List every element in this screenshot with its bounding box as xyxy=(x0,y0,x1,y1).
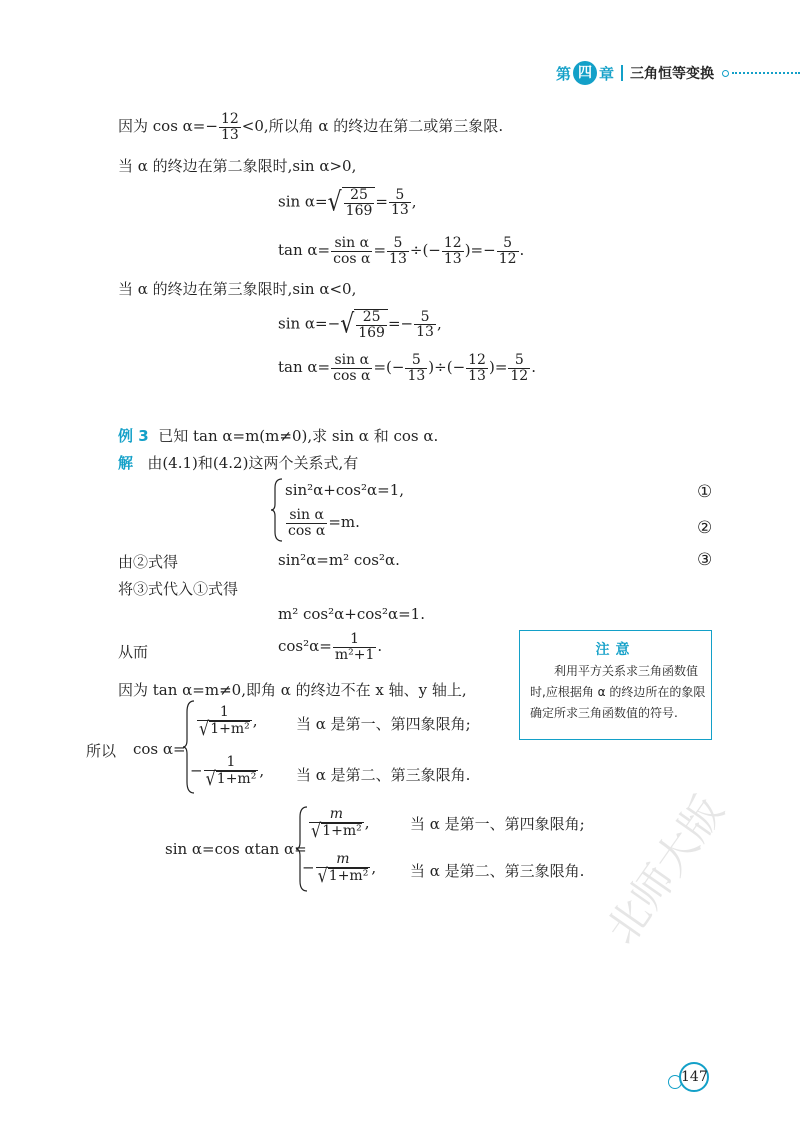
fraction xyxy=(204,754,259,790)
numerator: 5 xyxy=(395,186,405,203)
numerator: 5 xyxy=(420,308,430,325)
text: =m. xyxy=(328,513,360,532)
fraction xyxy=(356,310,387,340)
denominator: 13 xyxy=(389,250,407,267)
text: , xyxy=(371,858,377,877)
sqrt xyxy=(205,766,257,790)
fraction xyxy=(497,236,519,266)
example-label: 例 3 xyxy=(118,427,149,445)
denominator: cos α xyxy=(333,367,371,384)
numerator: 5 xyxy=(514,352,524,368)
numerator: sin α xyxy=(289,507,324,523)
text: )÷(− xyxy=(428,358,466,377)
fraction xyxy=(344,188,375,218)
text: = xyxy=(373,241,387,260)
note-body: 利用平方关系求三角函数值时,应根据角 α 的终边所在的象限确定所求三角函数值的符号. xyxy=(530,664,706,720)
text: , xyxy=(259,761,265,780)
note-title: 注意 xyxy=(595,642,636,658)
numerator: 25 xyxy=(362,309,381,325)
numerator: 12 xyxy=(220,111,239,127)
numerator: 5 xyxy=(393,235,403,251)
line-quadrant-three: 当 α 的终边在第三象限时,sin α<0, xyxy=(118,280,357,298)
text: )=− xyxy=(464,241,496,260)
sqrt xyxy=(328,187,376,218)
denominator: 13 xyxy=(416,324,434,341)
text: sin α= xyxy=(278,192,328,211)
eq3: sin²α=m² cos²α. xyxy=(278,551,400,569)
fraction xyxy=(286,508,327,538)
system-eq1: sin²α+cos²α=1, xyxy=(285,481,405,499)
text: , xyxy=(411,192,417,211)
radical-icon: √ xyxy=(340,309,355,340)
eq5 xyxy=(278,632,382,662)
denominator xyxy=(197,716,252,740)
line-cos-value xyxy=(118,112,503,142)
chapter-title: 三角恒等变换 xyxy=(630,66,714,82)
eq-tan-q3 xyxy=(278,353,536,383)
fraction xyxy=(333,632,377,662)
numerator: 1 xyxy=(226,754,236,770)
denominator: 169 xyxy=(345,202,373,219)
fraction xyxy=(331,353,372,383)
denominator: 13 xyxy=(468,367,486,384)
radical-icon: √ xyxy=(327,187,342,218)
fraction xyxy=(466,353,488,383)
note-box xyxy=(519,630,712,740)
system-eq2 xyxy=(285,508,360,538)
eq4: m² cos²α+cos²α=1. xyxy=(278,605,425,623)
text: , xyxy=(364,813,370,832)
cos-lhs: cos α= xyxy=(133,740,186,758)
system-brace-icon xyxy=(270,478,284,542)
line-quadrant-two: 当 α 的终边在第二象限时,sin α>0, xyxy=(118,157,357,175)
fraction xyxy=(331,236,372,266)
eq-number-3: ③ xyxy=(697,550,713,570)
sqrt xyxy=(340,309,388,340)
radicand xyxy=(354,309,388,340)
solution-label: 解 xyxy=(118,454,134,472)
fraction xyxy=(405,353,427,383)
eq-sin-q2 xyxy=(278,187,417,218)
denominator: cos α xyxy=(288,522,326,539)
denominator: m²+1 xyxy=(334,646,375,663)
text: . xyxy=(531,358,536,377)
cos-case-1-cond: 当 α 是第一、第四象限角; xyxy=(296,715,471,733)
thus-label: 从而 xyxy=(118,643,149,661)
text: =(− xyxy=(373,358,405,377)
denominator xyxy=(316,863,371,887)
sqrt xyxy=(199,716,250,740)
fraction xyxy=(414,310,436,340)
cos-case-2-cond: 当 α 是第二、第三象限角. xyxy=(296,766,471,784)
chapter-header xyxy=(556,60,800,86)
text: sin α=− xyxy=(278,314,341,333)
chapter-zhang: 章 xyxy=(598,64,614,83)
text: , xyxy=(252,711,258,730)
denominator xyxy=(309,818,364,842)
radical-icon: √ xyxy=(205,766,216,790)
text: =− xyxy=(387,314,414,333)
numerator: 12 xyxy=(468,352,486,368)
radicand: 1+m² xyxy=(216,771,257,788)
fraction xyxy=(316,851,371,887)
sqrt xyxy=(317,863,369,887)
fraction xyxy=(442,236,464,266)
numerator: 25 xyxy=(350,187,368,203)
text: cos²α= xyxy=(278,637,332,656)
numerator: m xyxy=(329,806,343,822)
denominator: cos α xyxy=(333,250,371,267)
denominator: 13 xyxy=(390,202,409,219)
fraction xyxy=(387,236,409,266)
solution-intro xyxy=(118,452,358,473)
radicand: 1+m² xyxy=(210,721,250,738)
text: = xyxy=(375,192,388,211)
text: 因为 cos α=− xyxy=(118,117,218,136)
sqrt xyxy=(311,818,362,842)
text: <0,所以角 α 的终边在第二或第三象限. xyxy=(241,117,504,136)
eq-number-1: ① xyxy=(697,482,713,502)
cos-case-1 xyxy=(196,704,258,740)
example-3-statement xyxy=(118,425,438,446)
header-dotted-line xyxy=(732,72,800,74)
chapter-divider xyxy=(621,65,623,81)
numerator: 1 xyxy=(219,704,229,720)
numerator: 1 xyxy=(350,631,360,647)
cos-case-2 xyxy=(190,754,265,790)
text: ÷(− xyxy=(409,241,441,260)
numerator: 5 xyxy=(503,235,513,251)
text: , xyxy=(436,314,442,333)
radicand: 1+m² xyxy=(322,823,362,840)
text: tan α= xyxy=(278,241,331,260)
denominator: 13 xyxy=(220,126,239,143)
text: − xyxy=(302,858,315,877)
numerator: m xyxy=(336,851,350,867)
denominator: 13 xyxy=(407,367,426,384)
chapter-number-badge: 四 xyxy=(573,61,597,85)
text: . xyxy=(377,637,383,656)
so-label: 所以 xyxy=(86,742,117,760)
fraction xyxy=(219,112,241,142)
eq-tan-q2 xyxy=(278,236,524,266)
sin-case-2 xyxy=(302,851,377,887)
radicand: 1+m² xyxy=(328,868,369,885)
radical-icon: √ xyxy=(311,818,322,842)
radical-icon: √ xyxy=(317,863,328,887)
sin-case-1 xyxy=(308,806,370,842)
radicand xyxy=(342,187,376,218)
numerator: sin α xyxy=(334,235,370,251)
watermark: 北师大版 xyxy=(596,786,734,953)
denominator: 169 xyxy=(358,324,385,341)
radical-icon: √ xyxy=(199,716,210,740)
text: . xyxy=(519,241,525,260)
eq-sin-q3 xyxy=(278,309,442,340)
fraction xyxy=(508,353,530,383)
numerator: 5 xyxy=(411,352,421,368)
fraction xyxy=(389,188,411,218)
example-text: 已知 tan α=m(m≠0),求 sin α 和 cos α. xyxy=(158,427,439,445)
denominator xyxy=(204,766,259,790)
solution-text: 由(4.1)和(4.2)这两个关系式,有 xyxy=(147,454,359,472)
page-number: 147 xyxy=(679,1062,709,1092)
denominator: 12 xyxy=(498,250,517,267)
sin-case-2-cond: 当 α 是第二、第三象限角. xyxy=(410,862,585,880)
sin-case-1-cond: 当 α 是第一、第四象限角; xyxy=(410,815,585,833)
numerator: 12 xyxy=(443,235,462,251)
from-eq2-label: 由②式得 xyxy=(118,553,179,571)
denominator: 12 xyxy=(510,367,529,384)
denominator: 13 xyxy=(443,250,462,267)
text: − xyxy=(190,761,203,780)
text: tan α= xyxy=(278,358,331,377)
text: )= xyxy=(488,358,508,377)
chapter-di: 第 xyxy=(555,64,571,83)
header-dot-icon xyxy=(722,70,729,77)
fraction xyxy=(197,704,252,740)
substitute-label: 将③式代入①式得 xyxy=(118,580,239,598)
numerator: sin α xyxy=(334,352,370,368)
fraction xyxy=(309,806,364,842)
because-line: 因为 tan α=m≠0,即角 α 的终边不在 x 轴、y 轴上, xyxy=(118,681,467,699)
sin-lhs: sin α=cos αtan α= xyxy=(165,840,307,858)
eq-number-2: ② xyxy=(697,518,713,538)
